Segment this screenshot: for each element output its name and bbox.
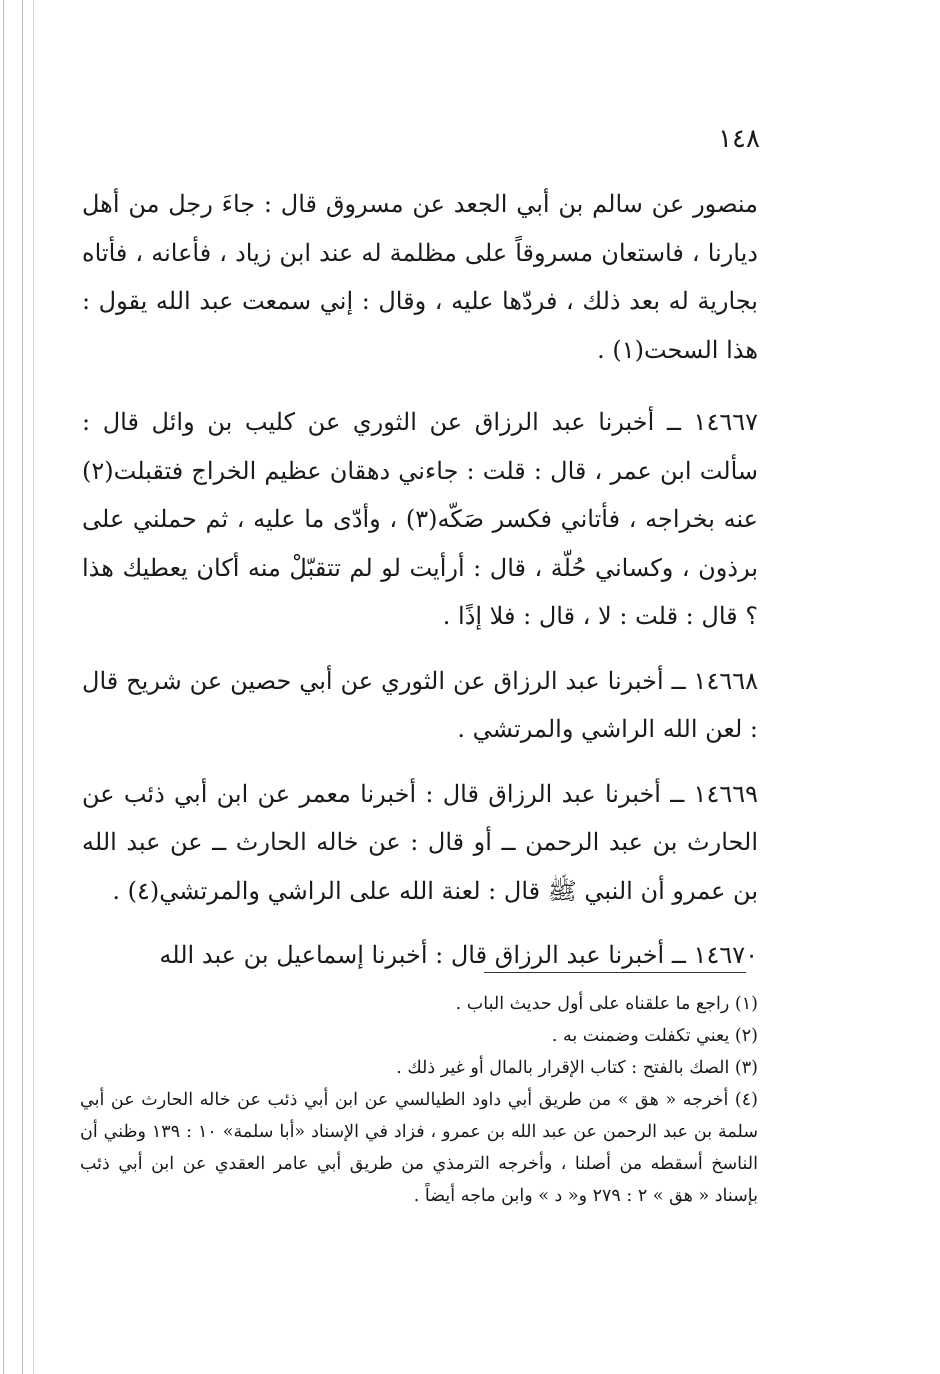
scan-margin-line xyxy=(3,0,4,1374)
footnote-4: (٤) أخرجه « هق » من طريق أبي داود الطيالسي عن ابن أبي ذئب عن خاله الحارث عن أبي سلمة بن عبد الرحمن عن عبد الله بن عمرو ، فزاد في الإسناد «أبا سلمة» ١٠ : ١٣٩ وظني أن الناسخ أسقطه من أصلنا ، وأخرجه الترمذي من طريق أبي عامر العقدي عن ابن أبي ذئب بإسناد « هق » ٢ : ٢٧٩ و« د » وابن ماجه أيضاً . xyxy=(80,1090,758,1206)
footnote-2: (٢) يعني تكفلت وضمنت به . xyxy=(551,1026,758,1046)
footnote-separator xyxy=(484,972,746,973)
footnotes xyxy=(80,988,758,1212)
hadith-14668: ١٤٦٦٨ ــ أخبرنا عبد الرزاق عن الثوري عن أبي حصين عن شريح قال : لعن الله الراشي والمرتشي . xyxy=(82,666,758,743)
hadith-14667: ١٤٦٦٧ ــ أخبرنا عبد الرزاق عن الثوري عن كليب بن وائل قال : سألت ابن عمر ، قال : قلت : جاءني دهقان عظيم الخراج فتقبلت(٢) عنه بخراجه ، فأتاني فكسر صَكّه(٣) ، وأدّى ما عليه ، ثم حملني على برذون ، وكساني حُلّة ، قال : أرأيت لو لم تتقبّلْ منه أكان يعطيك هذا ؟ قال : قلت : لا ، قال : فلا إذًا . xyxy=(82,408,759,630)
footnote-1: (١) راجع ما علقناه على أول حديث الباب . xyxy=(455,994,758,1014)
paragraph: منصور عن سالم بن أبي الجعد عن مسروق قال : جاءَ رجل من أهل ديارنا ، فاستعان مسروقاً على مظلمة له عند ابن زياد ، فأعانه ، فأتاه بجارية له بعد ذلك ، فردّها عليه ، وقال : إني سمعت عبد الله يقول : هذا السحت(١) . xyxy=(82,190,758,364)
page-number: ١٤٨ xyxy=(718,124,760,154)
main-text xyxy=(82,180,758,996)
scan-margin-line xyxy=(22,0,23,1374)
hadith-14670: ١٤٦٧٠ ــ أخبرنا عبد الرزاق قال : أخبرنا إسماعيل بن عبد الله xyxy=(159,941,758,969)
scan-margin-line xyxy=(33,0,34,1374)
footnote-3: (٣) الصك بالفتح : كتاب الإقرار بالمال أو غير ذلك . xyxy=(396,1058,758,1078)
hadith-14669: ١٤٦٦٩ ــ أخبرنا عبد الرزاق قال : أخبرنا معمر عن ابن أبي ذئب عن الحارث بن عبد الرحمن ــ أو قال : عن خاله الحارث ــ عن عبد الله بن عمرو أن النبي ﷺ قال : لعنة الله على الراشي والمرتشي(٤) . xyxy=(82,779,758,905)
